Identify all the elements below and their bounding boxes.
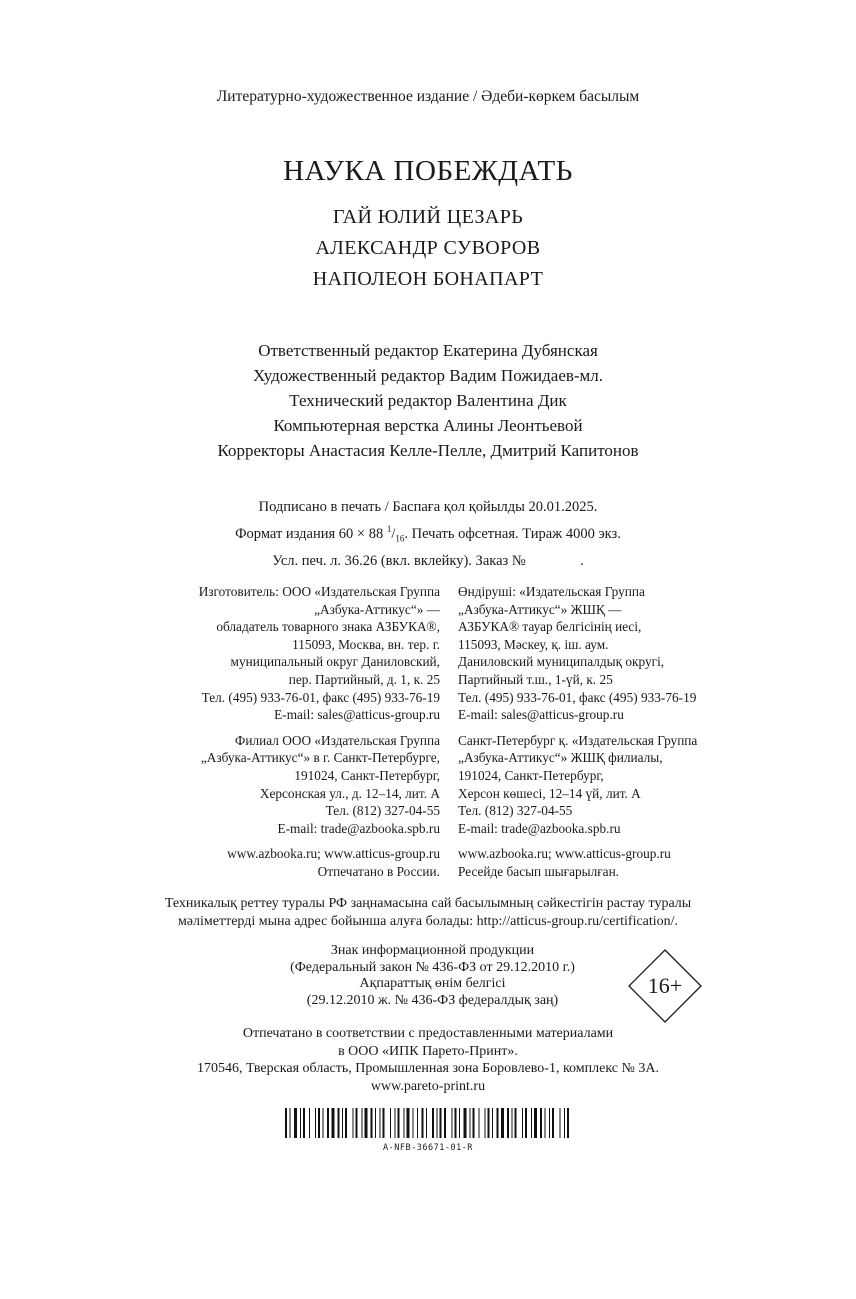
fraction-numerator: 1: [386, 524, 392, 534]
manufacturer-ru-line: пер. Партийный, д. 1, к. 25: [288, 671, 440, 687]
manufacturer-ru-line: 115093, Москва, вн. тер. г.: [292, 636, 440, 652]
barcode-icon: [285, 1108, 571, 1138]
info-sign-line: Знак информационной продукции: [330, 943, 535, 958]
manufacturer-kz-email: E-mail: sales@atticus-group.ru: [458, 707, 624, 723]
printed-in-ru: Отпечатано в России.: [317, 863, 440, 879]
branch-ru-line: „Азбука-Аттикус“» в г. Санкт-Петербурге,: [200, 750, 440, 766]
manufacturer-ru-line: „Азбука-Аттикус“» —: [314, 601, 440, 617]
branch-ru-line: Тел. (812) 327-04-55: [325, 803, 440, 819]
manufacturer-kz-line: АЗБУКА® тауар белгісінің иесі,: [458, 619, 642, 635]
credit-line: Корректоры Анастасия Келле-Пелле, Дмитрий Капитонов: [217, 441, 639, 460]
branch-kz-line: „Азбука-Аттикус“» ЖШҚ филиалы,: [458, 750, 663, 766]
author-napoleon: НАПОЛЕОН БОНАПАРТ: [312, 268, 544, 290]
manufacturer-kz: [458, 583, 697, 881]
author-caesar: ГАЙ ЮЛИЙ ЦЕЗАРЬ: [332, 206, 524, 228]
tech-regulation-block: [0, 895, 856, 931]
printer-line: в ООО «ИПК Парето-Принт».: [338, 1043, 518, 1059]
format-text: Формат издания 60 × 88: [235, 525, 387, 542]
credit-line: Ответственный редактор Екатерина Дубянская: [258, 341, 598, 360]
print-info-block: [0, 496, 856, 572]
branch-kz-line: Херсон көшесі, 12–14 үй, лит. А: [458, 785, 641, 801]
manufacturer-kz-line: Тел. (495) 933-76-01, факс (495) 933-76-19: [458, 689, 697, 705]
branch-kz-line: 191024, Санкт-Петербург,: [458, 767, 604, 783]
branch-ru-line: Херсонская ул., д. 12–14, лит. А: [259, 785, 440, 801]
info-sign-line: Ақпараттық өнім белгісі: [359, 976, 506, 991]
websites-ru: www.azbooka.ru; www.atticus-group.ru: [227, 846, 440, 862]
age-rating: 16+: [647, 973, 683, 998]
credit-line: Компьютерная верстка Алины Леонтьевой: [273, 416, 583, 435]
author-suvorov: АЛЕКСАНДР СУВОРОВ: [315, 237, 541, 259]
tech-regulation-line: мәліметтерді мына адрес бойынша алуға болады: http://atticus-group.ru/certification/.: [177, 914, 679, 929]
manufacturer-kz-line: Өндіруші: «Издательская Группа: [458, 584, 645, 599]
printer-line: 170546, Тверская область, Промышленная зона Боровлево-1, комплекс № 3А.: [197, 1061, 659, 1076]
printer-line: Отпечатано в соответствии с предоставленными материалами: [242, 1026, 614, 1041]
websites-kz: www.azbooka.ru; www.atticus-group.ru: [458, 846, 671, 862]
manufacturer-kz-line: Даниловский муниципалдық округі,: [458, 654, 665, 670]
manufacturer-kz-line: Партийный т.ш., 1-үй, к. 25: [458, 671, 613, 687]
branch-ru-email: E-mail: trade@azbooka.spb.ru: [277, 820, 440, 836]
signed-to-print: Подписано в печать / Баспаға қол қойылды 20.01.2025.: [258, 499, 598, 515]
manufacturer-ru-line: муниципальный округ Даниловский,: [230, 654, 440, 670]
tech-regulation-line: Техникалық реттеу туралы РФ заңнамасына сай басылымның сәйкестігін растау туралы: [164, 896, 692, 911]
branch-ru-line: Филиал ООО «Издательская Группа: [234, 732, 440, 748]
fraction-denominator: 16: [395, 533, 405, 544]
barcode-caption: A-NFB-36671-01-R: [383, 1143, 473, 1153]
credit-line: Художественный редактор Вадим Пожидаев-мл.: [252, 366, 604, 385]
manufacturer-ru-line: Изготовитель: ООО «Издательская Группа: [198, 584, 440, 599]
manufacturer-kz-line: „Азбука-Аттикус“» ЖШҚ —: [458, 601, 622, 617]
info-product-sign: [260, 943, 605, 1009]
format-text-end: . Печать офсетная. Тираж 4000 экз.: [404, 525, 621, 542]
manufacturer-ru-line: обладатель товарного знака АЗБУКА®,: [216, 619, 440, 635]
info-sign-line: (Федеральный закон № 436-ФЗ от 29.12.2010 г.): [290, 959, 575, 975]
manufacturer-ru-email: E-mail: sales@atticus-group.ru: [274, 707, 440, 723]
format-line: Формат издания 60 × 88 $^1/_{16}$. Печать офсетная. Тираж 4000 экз.: [235, 524, 621, 544]
manufacturer-ru: [199, 583, 440, 881]
print-sheets-line: Усл. печ. л. 36.26 (вкл. вклейку). Заказ № .: [272, 552, 584, 569]
printer-website: www.pareto-print.ru: [370, 1078, 486, 1094]
manufacturer-kz-line: 115093, Мәскеу, қ. іш. аум.: [458, 636, 609, 652]
credit-line: Технический редактор Валентина Дик: [289, 391, 567, 410]
edition-type-line: Литературно-художественное издание / Әдеби-көркем басылым: [216, 88, 640, 105]
manufacturer-ru-line: Тел. (495) 933-76-01, факс (495) 933-76-19: [201, 689, 440, 705]
info-sign-line: (29.12.2010 ж. № 436-ФЗ федералдық заң): [306, 992, 559, 1008]
branch-kz-line: Тел. (812) 327-04-55: [458, 803, 573, 819]
branch-kz-email: E-mail: trade@azbooka.spb.ru: [458, 820, 621, 836]
book-title: НАУКА ПОБЕЖДАТЬ: [283, 155, 573, 187]
credits-block: [0, 338, 856, 463]
printer-block: [0, 1025, 856, 1095]
branch-ru-line: 191024, Санкт-Петербург,: [294, 767, 440, 783]
branch-kz-line: Санкт-Петербург қ. «Издательская Группа: [458, 732, 698, 748]
printed-in-kz: Ресейде басып шығарылған.: [458, 863, 620, 879]
